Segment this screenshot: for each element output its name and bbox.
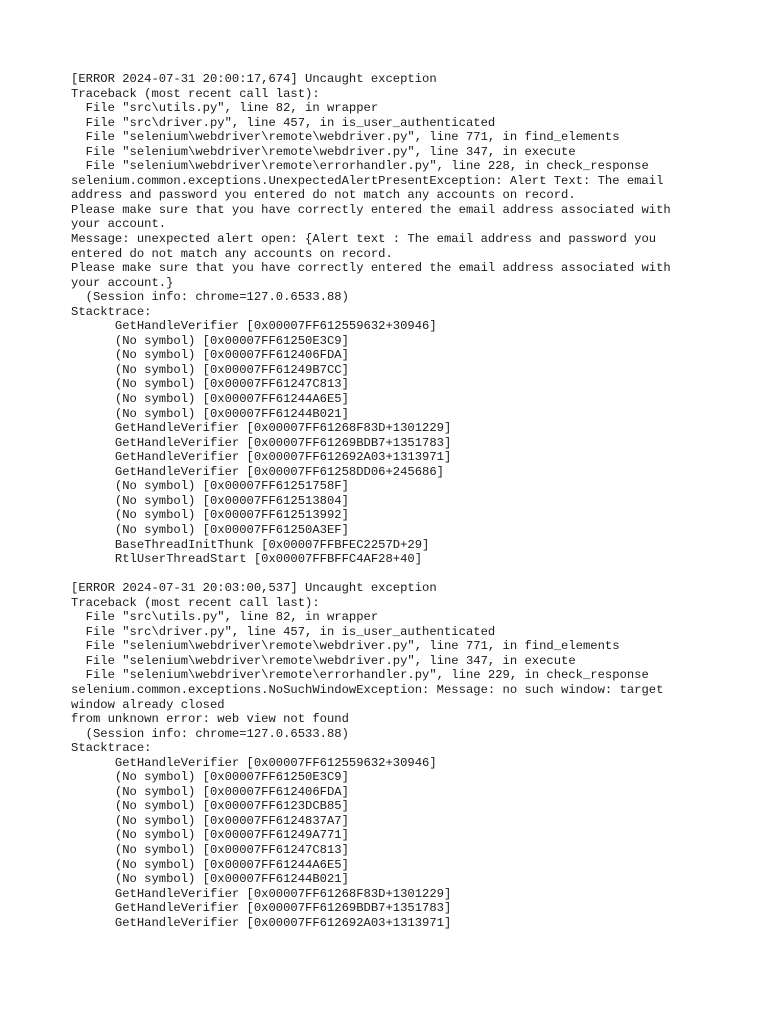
stack-frame: (No symbol) [0x00007FF61244B021] bbox=[71, 872, 349, 887]
stack-frame: GetHandleVerifier [0x00007FF612559632+30946] bbox=[71, 319, 437, 334]
stack-frame: (No symbol) [0x00007FF61251758F] bbox=[71, 479, 349, 494]
stack-frame: (No symbol) [0x00007FF61247C813] bbox=[71, 842, 349, 857]
log-line: your account. bbox=[71, 217, 167, 232]
stack-frame: (No symbol) [0x00007FF61244B021] bbox=[71, 406, 349, 421]
log-line: Stacktrace: bbox=[71, 741, 152, 756]
stack-frame: (No symbol) [0x00007FF6123DCB85] bbox=[71, 799, 349, 814]
entry-separator bbox=[71, 567, 761, 582]
log-line: window already closed bbox=[71, 697, 225, 712]
log-entry bbox=[71, 581, 761, 930]
stack-frame: BaseThreadInitThunk [0x00007FFBFEC2257D+29] bbox=[71, 537, 430, 552]
log-line: File "selenium\webdriver\remote\errorhandler.py", line 228, in check_response bbox=[71, 159, 649, 174]
log-line: Traceback (most recent call last): bbox=[71, 86, 320, 101]
stack-frame: (No symbol) [0x00007FF612513992] bbox=[71, 508, 349, 523]
log-line: selenium.common.exceptions.NoSuchWindowException: Message: no such window: target bbox=[71, 682, 664, 697]
log-line: File "selenium\webdriver\remote\errorhandler.py", line 229, in check_response bbox=[71, 668, 649, 683]
log-line: Stacktrace: bbox=[71, 304, 152, 319]
stack-frame: RtlUserThreadStart [0x00007FFBFFC4AF28+40] bbox=[71, 552, 423, 567]
stack-frame: GetHandleVerifier [0x00007FF61258DD06+245686] bbox=[71, 464, 444, 479]
log-line: entered do not match any accounts on record. bbox=[71, 246, 393, 261]
stack-frame: (No symbol) [0x00007FF61249A771] bbox=[71, 828, 349, 843]
log-line: File "src\driver.py", line 457, in is_user_authenticated bbox=[71, 115, 496, 130]
stack-frame: (No symbol) [0x00007FF61247C813] bbox=[71, 377, 349, 392]
log-entry bbox=[71, 72, 761, 567]
log-line: Message: unexpected alert open: {Alert text : The email address and password you bbox=[71, 232, 657, 247]
stack-frame: (No symbol) [0x00007FF61244A6E5] bbox=[71, 392, 349, 407]
stack-frame: GetHandleVerifier [0x00007FF61268F83D+1301229] bbox=[71, 886, 452, 901]
log-line: File "src\utils.py", line 82, in wrapper bbox=[71, 610, 379, 625]
log-line: from unknown error: web view not found bbox=[71, 712, 349, 727]
stack-frame: (No symbol) [0x00007FF612406FDA] bbox=[71, 348, 349, 363]
stack-frame: (No symbol) [0x00007FF61250E3C9] bbox=[71, 333, 349, 348]
log-document bbox=[71, 72, 761, 930]
log-line: selenium.common.exceptions.UnexpectedAlertPresentException: Alert Text: The email bbox=[71, 173, 664, 188]
log-line: File "selenium\webdriver\remote\webdriver.py", line 347, in execute bbox=[71, 653, 576, 668]
stack-frame: (No symbol) [0x00007FF612513804] bbox=[71, 493, 349, 508]
stack-frame: GetHandleVerifier [0x00007FF612692A03+1313971] bbox=[71, 915, 452, 930]
stack-frame: (No symbol) [0x00007FF61249B7CC] bbox=[71, 362, 349, 377]
log-entry-header: [ERROR 2024-07-31 20:03:00,537] Uncaught exception bbox=[71, 581, 437, 596]
stack-frame: GetHandleVerifier [0x00007FF61269BDB7+1351783] bbox=[71, 435, 452, 450]
stack-frame: (No symbol) [0x00007FF6124837A7] bbox=[71, 813, 349, 828]
log-line: File "src\utils.py", line 82, in wrapper bbox=[71, 101, 379, 116]
stack-frame: (No symbol) [0x00007FF61250A3EF] bbox=[71, 522, 349, 537]
log-line: Traceback (most recent call last): bbox=[71, 595, 320, 610]
log-line: File "selenium\webdriver\remote\webdriver.py", line 771, in find_elements bbox=[71, 639, 620, 654]
stack-frame: (No symbol) [0x00007FF612406FDA] bbox=[71, 784, 349, 799]
log-line: File "selenium\webdriver\remote\webdriver.py", line 771, in find_elements bbox=[71, 130, 620, 145]
log-line: File "src\driver.py", line 457, in is_user_authenticated bbox=[71, 624, 496, 639]
stack-frame: GetHandleVerifier [0x00007FF61268F83D+1301229] bbox=[71, 421, 452, 436]
log-line: Please make sure that you have correctly entered the email address associated with bbox=[71, 261, 671, 276]
stack-frame: (No symbol) [0x00007FF61244A6E5] bbox=[71, 857, 349, 872]
log-line: (Session info: chrome=127.0.6533.88) bbox=[71, 726, 349, 741]
log-line: File "selenium\webdriver\remote\webdriver.py", line 347, in execute bbox=[71, 144, 576, 159]
log-line: your account.} bbox=[71, 275, 174, 290]
stack-frame: GetHandleVerifier [0x00007FF61269BDB7+1351783] bbox=[71, 901, 452, 916]
stack-frame: GetHandleVerifier [0x00007FF612692A03+1313971] bbox=[71, 450, 452, 465]
log-line: (Session info: chrome=127.0.6533.88) bbox=[71, 290, 349, 305]
stack-frame: (No symbol) [0x00007FF61250E3C9] bbox=[71, 770, 349, 785]
log-entry-header: [ERROR 2024-07-31 20:00:17,674] Uncaught exception bbox=[71, 72, 437, 86]
log-line: address and password you entered do not match any accounts on record. bbox=[71, 188, 576, 203]
log-line: Please make sure that you have correctly entered the email address associated with bbox=[71, 202, 671, 217]
stack-frame: GetHandleVerifier [0x00007FF612559632+30946] bbox=[71, 755, 437, 770]
